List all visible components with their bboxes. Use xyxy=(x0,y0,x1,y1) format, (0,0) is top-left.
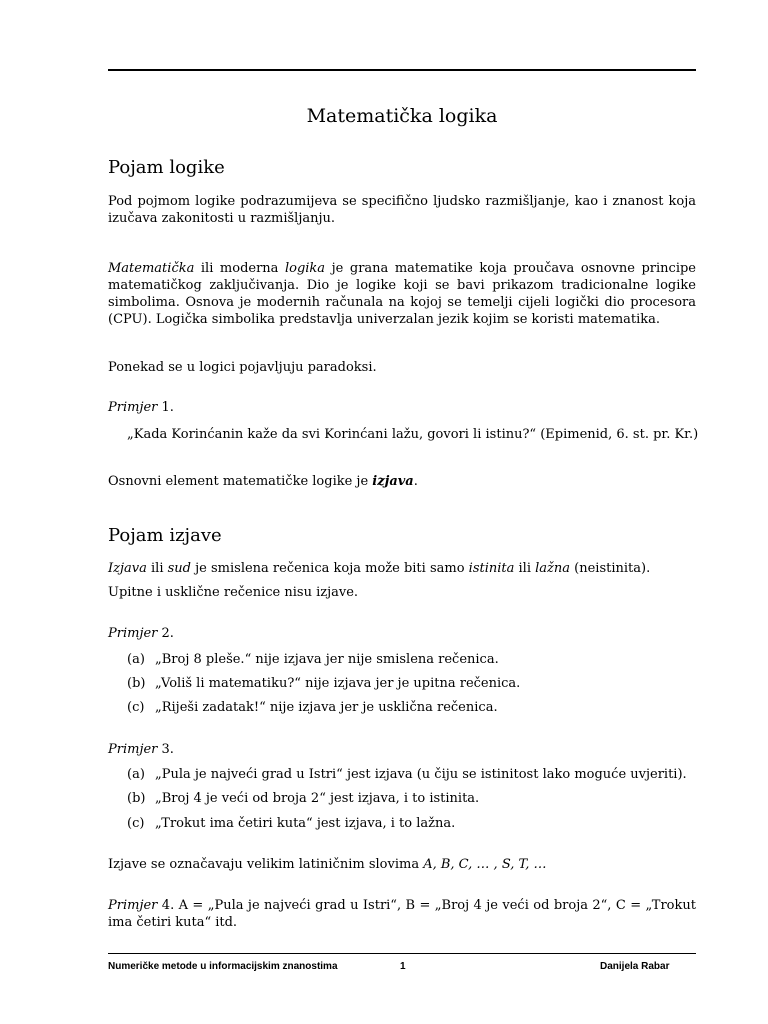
item-label: (c) xyxy=(127,700,145,715)
term-logika: logika xyxy=(284,261,326,276)
paragraph-text: . xyxy=(413,474,418,489)
item-label: (c) xyxy=(127,816,145,831)
example-4 xyxy=(108,897,696,931)
paragraph-notation xyxy=(108,856,547,873)
item-label: (a) xyxy=(127,652,145,667)
paragraph-text: Izjave se označavaju velikim latiničnim slovima xyxy=(108,857,424,872)
footer-rule xyxy=(108,953,696,954)
item-label: (b) xyxy=(127,791,146,806)
section-heading-pojam-logike: Pojam logike xyxy=(108,157,225,178)
list-item xyxy=(127,815,455,832)
footer-page-number: 1 xyxy=(400,961,406,972)
item-text: „Trokut ima četiri kuta“ jest izjava, i to lažna. xyxy=(155,816,456,831)
paragraph-text: ili xyxy=(514,561,536,576)
list-item xyxy=(127,766,687,783)
item-text: „Broj 8 pleše.“ nije izjava jer nije smislena rečenica. xyxy=(155,652,499,667)
footer-author: Danijela Rabar xyxy=(600,961,670,972)
paragraph-mathematical-logic xyxy=(108,260,696,328)
term-izjava: izjava xyxy=(372,474,414,489)
paragraph-text: je smislena rečenica koja može biti samo xyxy=(191,561,469,576)
item-text: „Broj 4 je veći od broja 2“ jest izjava, i to istinita. xyxy=(155,791,480,806)
example-1-label xyxy=(108,399,174,416)
example-1-quote: „Kada Korinćanin kaže da svi Korinćani lažu, govori li istinu?“ (Epimenid, 6. st. pr. Kr.) xyxy=(127,427,699,442)
example-2-label xyxy=(108,625,174,642)
math-symbols: A, B, C, … , S, T, … xyxy=(423,857,547,872)
paragraph-text: (neistinita). xyxy=(570,561,651,576)
paragraph-logic-definition: Pod pojmom logike podrazumijeva se specifično ljudsko razmišljanje, kao i znanost koja izučava zakonitosti u razmišljanju. xyxy=(108,194,696,226)
example-3-label xyxy=(108,741,174,758)
term-izjava: Izjava xyxy=(108,561,147,576)
example-number: 3. xyxy=(157,742,174,757)
list-item xyxy=(127,790,479,807)
example-label: Primjer xyxy=(108,742,158,757)
page-title: Matematička logika xyxy=(306,105,498,127)
term-matematicka: Matematička xyxy=(108,261,195,276)
header-rule xyxy=(108,69,696,71)
item-text: „Voliš li matematiku?“ nije izjava jer je upitna rečenica. xyxy=(155,676,521,691)
term-lazna: lažna xyxy=(535,561,571,576)
paragraph-note: Upitne i usklične rečenice nisu izjave. xyxy=(108,585,359,600)
term-istinita: istinita xyxy=(468,561,515,576)
example-label: Primjer xyxy=(108,626,158,641)
item-label: (b) xyxy=(127,676,146,691)
term-sud: sud xyxy=(167,561,191,576)
example-number: 2. xyxy=(157,626,174,641)
example-number: 4. xyxy=(157,898,179,913)
example-label: Primjer xyxy=(108,898,158,913)
item-text: „Riješi zadatak!“ nije izjava jer je usklična rečenica. xyxy=(155,700,498,715)
footer-course-title: Numeričke metode u informacijskim znanostima xyxy=(108,961,338,972)
paragraph-text: ili moderna xyxy=(194,261,285,276)
paragraph-paradoxes: Ponekad se u logici pojavljuju paradoksi. xyxy=(108,360,377,375)
section-heading-pojam-izjave: Pojam izjave xyxy=(108,525,222,546)
example-body: A = „Pula je najveći grad u Istri“, B = „Broj 4 je veći od broja 2“, C = „Trokut ima četiri kuta“ itd. xyxy=(108,898,696,930)
item-label: (a) xyxy=(127,767,145,782)
list-item xyxy=(127,699,498,716)
list-item xyxy=(127,651,499,668)
example-label: Primjer xyxy=(108,400,158,415)
item-text: „Pula je najveći grad u Istri“ jest izjava (u čiju se istinitost lako moguće uvjeriti). xyxy=(155,767,687,782)
paragraph-basic-element xyxy=(108,473,418,490)
paragraph-text: Osnovni element matematičke logike je xyxy=(108,474,373,489)
example-number: 1. xyxy=(157,400,174,415)
paragraph-text: ili xyxy=(146,561,168,576)
paragraph-text: je grana matematike koja proučava osnovne principe matematičkog zaključivanja. Dio je logike koji se bavi prikazom tradicionalne logike simbolima. Osnova je modernih računala na kojoj se temelji cijeli logički dio procesora (CPU). Logička simbolika predstavlja univerzalan jezik kojim se koristi matematika. xyxy=(108,261,696,327)
list-item xyxy=(127,675,520,692)
paragraph-statement-definition xyxy=(108,560,650,577)
